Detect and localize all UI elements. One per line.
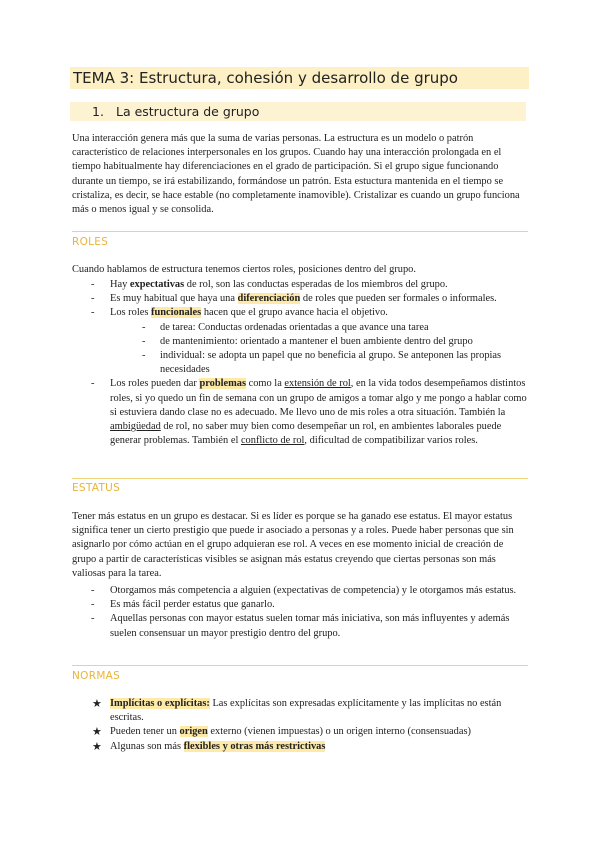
list-item: - Es muy habitual que haya una diferenciación de roles que pueden ser formales o informales. (91, 293, 497, 305)
section-label: La estructura de grupo (115, 104, 260, 119)
list-item: - Los roles funcionales hacen que el grupo avance hacia el objetivo. - de tarea: Conductas ordenadas orientadas a que avance una tarea - de mantenimiento: orientado a mantener el buen ambiente dentro del grupo - individual: se adopta un papel que no beneficia al grupo. Se anteponen las propias necesidades (72, 306, 528, 377)
divider (72, 665, 528, 666)
star-icon: ★ (92, 697, 102, 710)
list-item: - Hay expectativas de rol, son las conductas esperadas de los miembros del grupo. (91, 279, 448, 290)
estatus-heading: ESTATUS (72, 482, 121, 494)
sub-list-item: - de mantenimiento: orientado a mantener el buen ambiente dentro del grupo (142, 335, 473, 347)
sub-list-item: - individual: se adopta un papel que no beneficia al grupo. Se anteponen las propias necesidades (142, 350, 502, 376)
intro-paragraph: Una interacción genera más que la suma de varias personas. La estructura es un modelo o patrón característico de relaciones interpersonales en los grupos. Cuando hay una interacción prolongada en el tiempo habitualmente hay diferenciaciones en el grado de participación. Si el grupo sigue funcionando durante un tiempo, se irá estabilizando, formándose un patrón. Esta estuctura mantenida en el tiempo se cristaliza, es decir, se hace estable (no completamente inamovible). Cristalizar es cuando un grupo funciona más o menos igual y se consolida. (72, 133, 520, 216)
roles-heading: ROLES (72, 236, 109, 248)
section-number: 1. (92, 104, 104, 119)
list-item: ★ Algunas son más flexibles y otras más restrictivas (92, 739, 326, 753)
estatus-paragraph: Tener más estatus en un grupo es destacar. Si es líder es porque se ha ganado ese estatus. El mayor estatus significa tener un cierto prestigio que puede ir asociado a personas y a roles. Puede haber personas que sin asignarlo por cómo actúan en el grupo adquieran ese rol. A veces en ese momento inicial de creación de grupo a partir de características visibles se asignan más estatus creyendo que ciertas personas son más valiosas para la tarea. (72, 511, 514, 579)
divider (72, 231, 528, 232)
star-icon: ★ (92, 725, 102, 739)
list-item: - Es más fácil perder estatus que ganarlo. (91, 599, 275, 611)
normas-heading: NORMAS (72, 670, 121, 682)
star-icon: ★ (92, 739, 102, 753)
list-item: ★ Implícitas o explícitas: Las explícitas son expresadas explícitamente y las implícitas no están escritas. (92, 697, 502, 724)
list-item: - Los roles pueden dar problemas como la extensión de rol, en la vida todos desempeñamos distintos roles, si yo quedo un fin de semana con un grupo de amigos a tomar algo y me pongo a hablar como si estuviera dando clase no es adecuado. Me llevo uno de mis roles a otra situación. También la ambigüedad de rol, no saber muy bien como desempeñar un rol, en ambientes laborales puede generar problemas. También el conflicto de rol, dificultad de compatibilizar varios roles. (91, 378, 527, 447)
list-item: ★ Pueden tener un origen externo (vienen impuestas) o un origen interno (consensuadas) (92, 725, 471, 739)
list-item: - Otorgamos más competencia a alguien (expectativas de competencia) y le otorgamos más estatus. (91, 585, 517, 596)
roles-lead: Cuando hablamos de estructura tenemos ciertos roles, posiciones dentro del grupo. (72, 264, 416, 275)
section-heading (70, 102, 526, 121)
page-title: TEMA 3: Estructura, cohesión y desarrollo de grupo (70, 67, 529, 89)
divider (72, 478, 528, 479)
roles-list (72, 278, 528, 448)
list-item: - Aquellas personas con mayor estatus suelen tomar más iniciativa, son más influyentes y además suelen consensuar un mayor prestigio dentro del grupo. (91, 613, 510, 639)
sub-list (110, 321, 528, 378)
sub-list-item: - de tarea: Conductas ordenadas orientadas a que avance una tarea (142, 321, 429, 333)
estatus-list (72, 584, 528, 641)
normas-list (72, 697, 528, 754)
